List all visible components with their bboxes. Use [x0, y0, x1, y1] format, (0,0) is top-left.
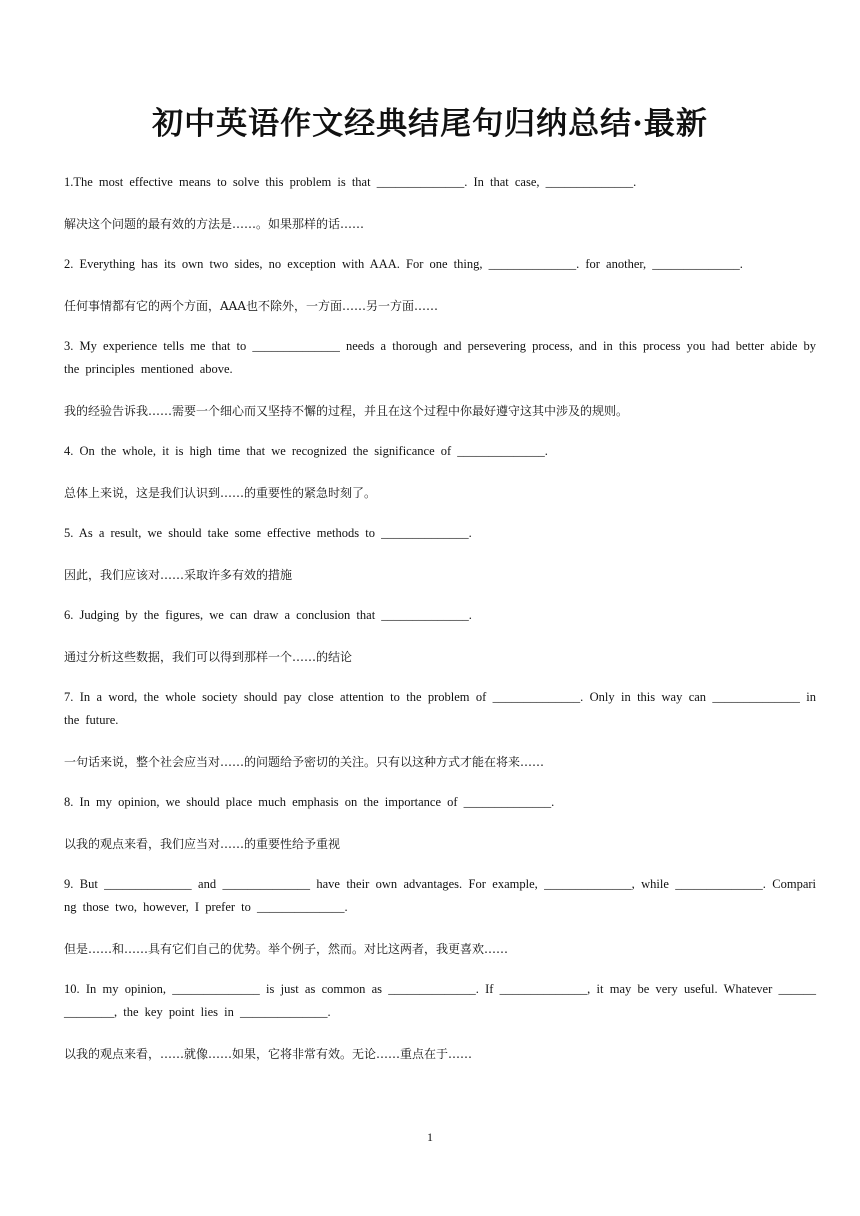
page-title: 初中英语作文经典结尾句归纳总结·最新 [152, 106, 708, 142]
chinese-translation: 通过分析这些数据，我们可以得到那样一个……的结论 [64, 650, 353, 664]
list-item [64, 253, 816, 315]
list-item [64, 791, 816, 853]
content-body [64, 171, 816, 1083]
english-sentence: 2. Everything has its own two sides, no exception with AAA. For one thing, ______________. for another, ______________. [64, 257, 743, 271]
chinese-translation: 以我的观点来看，我们应当对……的重要性给予重视 [64, 837, 341, 851]
list-item [64, 978, 816, 1063]
english-sentence: 10. In my opinion, ______________ is just as common as ______________. If ______________, it may be very useful. Whatever ______________, the key point lies in ______________. [64, 982, 816, 1019]
list-item [64, 440, 816, 502]
chinese-translation: 我的经验告诉我……需要一个细心而又坚持不懈的过程，并且在这个过程中你最好遵守这其中涉及的规则。 [64, 404, 629, 418]
chinese-translation: 但是……和……具有它们自己的优势。举个例子，然而。对比这两者，我更喜欢…… [64, 942, 509, 956]
list-item [64, 171, 816, 233]
chinese-translation: 以我的观点来看，……就像……如果，它将非常有效。无论……重点在于…… [64, 1047, 473, 1061]
english-sentence: 3. My experience tells me that to ______________ needs a thorough and persevering process, and in this process you had better abide by the principles mentioned above. [64, 339, 816, 376]
page-number: 1 [427, 1130, 433, 1144]
english-sentence: 6. Judging by the figures, we can draw a conclusion that ______________. [64, 608, 472, 622]
english-sentence: 7. In a word, the whole society should pay close attention to the problem of ______________. Only in this way can ______________ in the future. [64, 690, 816, 727]
chinese-translation: 因此，我们应该对……采取许多有效的措施 [64, 568, 293, 582]
english-sentence: 1.The most effective means to solve this problem is that ______________. In that case, ______________. [64, 175, 637, 189]
list-item [64, 873, 816, 958]
chinese-translation: 任何事情都有它的两个方面，AAA也不除外，一方面……另一方面…… [64, 299, 439, 313]
list-item [64, 604, 816, 666]
english-sentence: 5. As a result, we should take some effective methods to ______________. [64, 526, 472, 540]
chinese-translation: 解决这个问题的最有效的方法是……。如果那样的话…… [64, 217, 365, 231]
list-item [64, 335, 816, 420]
english-sentence: 9. But ______________ and ______________ have their own advantages. For example, ______________, while ______________. Comparing those two, however, I prefer to ______________. [64, 877, 816, 914]
english-sentence: 8. In my opinion, we should place much emphasis on the importance of ______________. [64, 795, 555, 809]
list-item [64, 686, 816, 771]
list-item [64, 522, 816, 584]
chinese-translation: 总体上来说，这是我们认识到……的重要性的紧急时刻了。 [64, 486, 377, 500]
chinese-translation: 一句话来说，整个社会应当对……的问题给予密切的关注。只有以这种方式才能在将来…… [64, 755, 545, 769]
english-sentence: 4. On the whole, it is high time that we recognized the significance of ______________. [64, 444, 548, 458]
